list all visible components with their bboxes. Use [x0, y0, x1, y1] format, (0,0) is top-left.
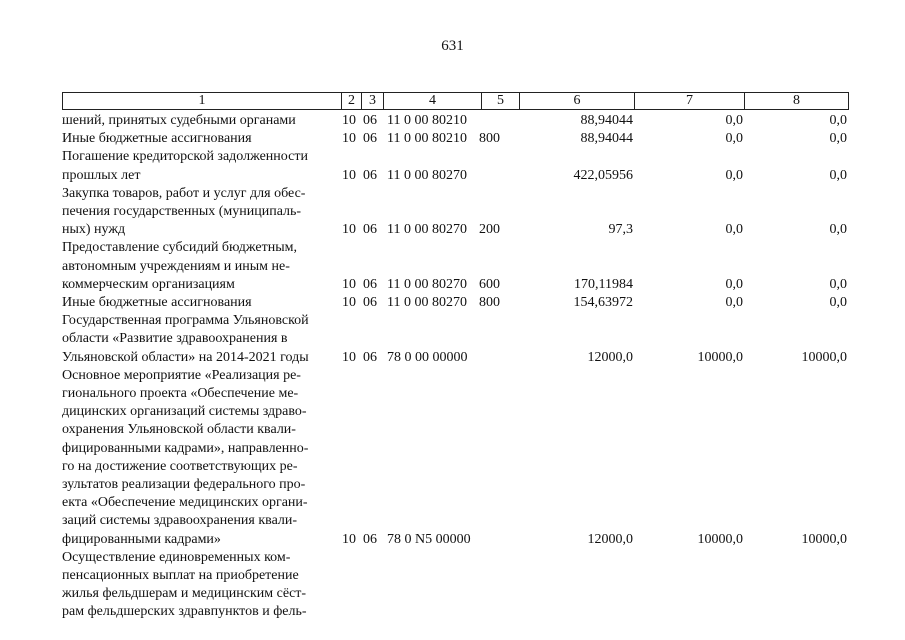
header-col-2: 2: [342, 93, 362, 109]
description-line: Ульяновской области» на 2014-2021 годы: [62, 349, 309, 365]
cell-c3: 06: [363, 276, 377, 292]
cell-c7: 0,0: [725, 295, 743, 311]
description-line: Предоставление субсидий бюджетным,: [62, 240, 298, 256]
cell-c7: 0,0: [725, 276, 743, 292]
cell-c2: 10: [342, 295, 356, 311]
cell-c7: 0,0: [725, 167, 743, 183]
cell-c8: 0,0: [829, 295, 847, 311]
description-line: охранения Ульяновской области квали-: [62, 422, 296, 438]
cell-c7: 0,0: [725, 131, 743, 147]
cell-c8: 0,0: [829, 113, 847, 128]
description-line: печения государственных (муниципаль-: [62, 204, 302, 220]
page-number: 631: [441, 38, 464, 54]
cell-c4: 11 0 00 80210: [387, 113, 467, 128]
cell-c6: 422,05956: [573, 167, 633, 183]
description-line: фицированными кадрами»: [62, 531, 221, 547]
cell-c3: 06: [363, 531, 377, 547]
table-row: [62, 549, 847, 622]
table-row: [62, 239, 847, 294]
cell-c3: 06: [363, 222, 377, 238]
cell-c2: 10: [342, 113, 356, 128]
cell-c8: 10000,0: [801, 531, 847, 547]
description-line: го на достижение соответствующих ре-: [62, 458, 298, 474]
table-header: [62, 92, 849, 110]
table-row: [62, 312, 847, 367]
cell-c6: 88,94044: [580, 131, 633, 147]
description-line: Осуществление единовременных ком-: [62, 549, 291, 565]
description-line: рам фельдшерских здравпунктов и фель-: [62, 604, 307, 620]
description-line: прошлых лет: [62, 167, 141, 183]
cell-c2: 10: [342, 131, 356, 147]
description-line: ных) нужд: [62, 222, 126, 238]
header-col-1: 1: [63, 93, 342, 109]
cell-c2: 10: [342, 349, 356, 365]
description-line: области «Развитие здравоохранения в: [62, 331, 288, 347]
description-line: екта «Обеспечение медицинских органи-: [62, 495, 308, 511]
description-line: Основное мероприятие «Реализация ре-: [62, 367, 301, 383]
header-col-8: 8: [793, 93, 800, 108]
cell-c8: 0,0: [829, 167, 847, 183]
cell-c4: 11 0 00 80210: [387, 131, 467, 147]
row-description: [62, 148, 339, 184]
table-row: [62, 130, 847, 148]
description-line: Иные бюджетные ассигнования: [62, 295, 252, 311]
cell-c6: 12000,0: [587, 531, 633, 547]
header-col-5: 5: [482, 93, 520, 109]
cell-c5: 200: [479, 222, 500, 238]
description-line: автономным учреждениям и иным не-: [62, 258, 290, 274]
description-line: пенсационных выплат на приобретение: [62, 568, 299, 584]
row-description: [62, 312, 339, 367]
description-line: Закупка товаров, работ и услуг для обес-: [62, 185, 306, 201]
header-col-4: 4: [384, 93, 482, 109]
cell-c4: 11 0 00 80270: [387, 276, 467, 292]
header-col-3: 3: [362, 93, 384, 109]
cell-c5: 600: [479, 276, 500, 292]
cell-c4: 78 0 N5 00000: [387, 531, 471, 547]
cell-c2: 10: [342, 222, 356, 238]
cell-c3: 06: [363, 295, 377, 311]
row-description: [62, 130, 339, 148]
cell-c2: 10: [342, 276, 356, 292]
cell-c2: 10: [342, 167, 356, 183]
cell-c2: 10: [342, 531, 356, 547]
cell-c3: 06: [363, 349, 377, 365]
cell-c6: 170,11984: [574, 276, 633, 292]
header-col-6: 6: [520, 93, 635, 109]
description-line: Государственная программа Ульяновской: [62, 313, 309, 329]
table-row: [62, 112, 847, 130]
description-line: заций системы здравоохранения квали-: [62, 513, 298, 529]
description-line: фицированными кадрами», направленно-: [62, 440, 309, 456]
row-description: [62, 112, 339, 130]
cell-c6: 154,63972: [573, 295, 633, 311]
table-row: [62, 185, 847, 240]
header-col-7: 7: [635, 93, 745, 109]
cell-c5: 800: [479, 131, 500, 147]
cell-c4: 11 0 00 80270: [387, 295, 467, 311]
cell-c7: 0,0: [725, 113, 743, 128]
cell-c6: 12000,0: [587, 349, 633, 365]
row-description: [62, 367, 339, 549]
cell-c8: 10000,0: [801, 349, 847, 365]
row-description: [62, 239, 339, 294]
description-line: шений, принятых судебными органами: [62, 113, 296, 128]
description-line: Погашение кредиторской задолженности: [62, 149, 308, 165]
cell-c8: 0,0: [829, 131, 847, 147]
cell-c7: 0,0: [725, 222, 743, 238]
cell-c7: 10000,0: [697, 531, 743, 547]
description-line: жилья фельдшерам и медицинским сёст-: [62, 586, 307, 602]
cell-c4: 11 0 00 80270: [387, 222, 467, 238]
cell-c4: 78 0 00 00000: [387, 349, 468, 365]
row-description: [62, 549, 339, 622]
cell-c6: 97,3: [608, 222, 633, 238]
cell-c6: 88,94044: [580, 113, 633, 128]
cell-c7: 10000,0: [697, 349, 743, 365]
table-body: [62, 112, 847, 622]
description-line: коммерческим организациям: [62, 276, 235, 292]
table-row: [62, 367, 847, 549]
cell-c4: 11 0 00 80270: [387, 167, 467, 183]
row-description: [62, 185, 339, 240]
cell-c3: 06: [363, 131, 377, 147]
description-line: зультатов реализации федерального про-: [62, 477, 306, 493]
cell-c3: 06: [363, 167, 377, 183]
row-description: [62, 294, 339, 312]
description-line: Иные бюджетные ассигнования: [62, 131, 252, 147]
table-row: [62, 294, 847, 312]
cell-c8: 0,0: [829, 222, 847, 238]
description-line: гионального проекта «Обеспечение ме-: [62, 386, 299, 402]
cell-c8: 0,0: [829, 276, 847, 292]
cell-c5: 800: [479, 295, 500, 311]
description-line: дицинских организаций системы здраво-: [62, 404, 307, 420]
cell-c3: 06: [363, 113, 377, 128]
table-row: [62, 148, 847, 184]
